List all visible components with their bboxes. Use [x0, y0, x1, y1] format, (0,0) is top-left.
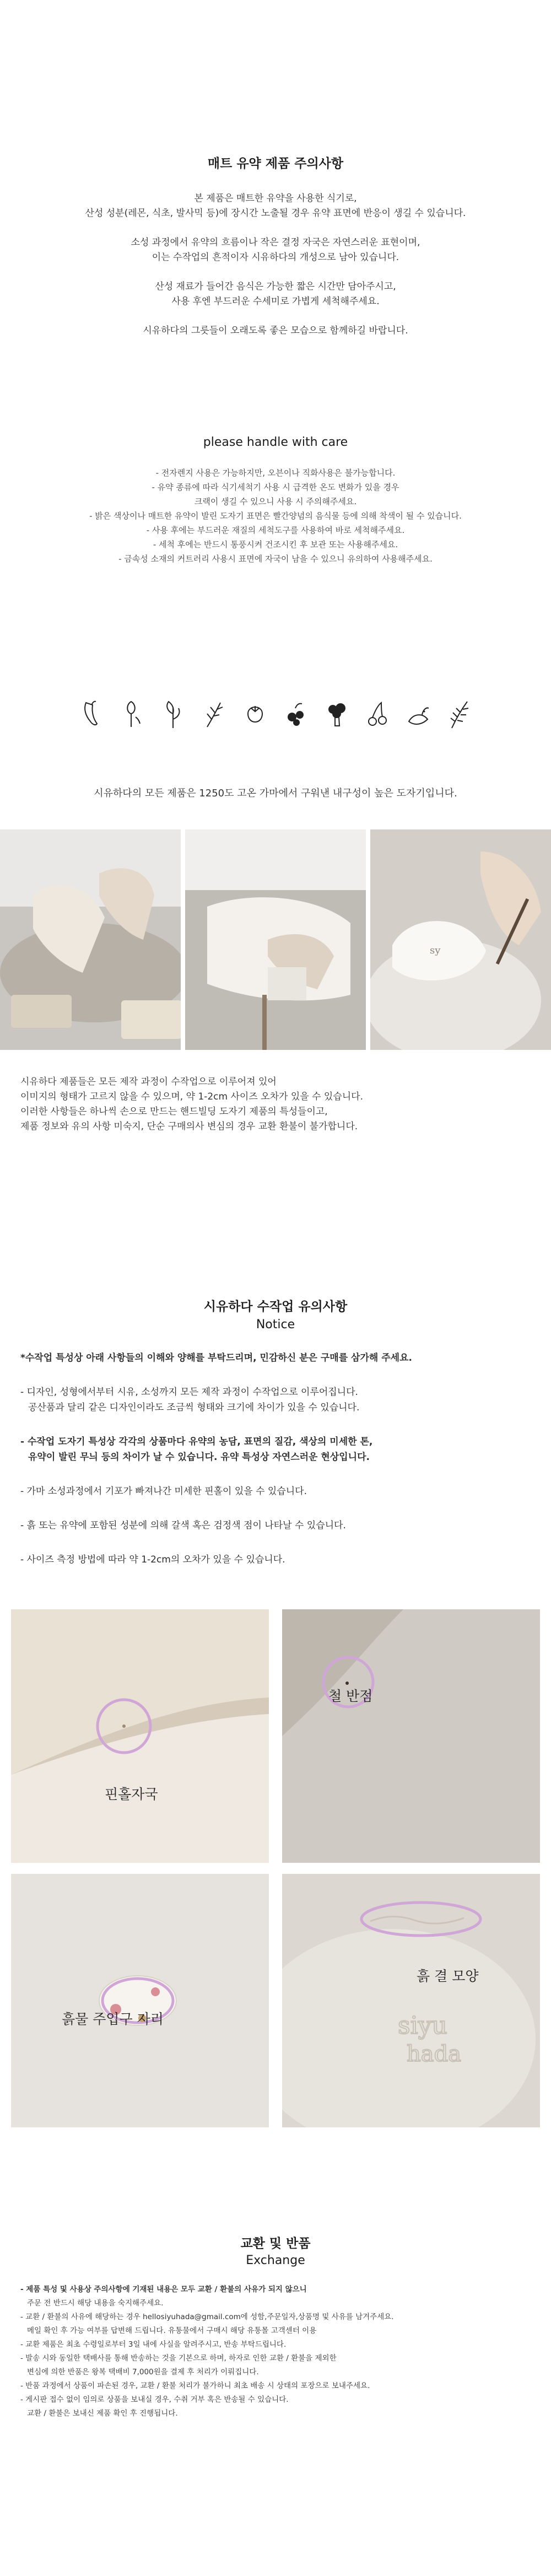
exchange-line: - 교환 / 환불의 사유에 해당하는 경우 hellosiyuhada@gmail.com에 성함,주문일자,상품명 및 사유를 남겨주세요. — [20, 2313, 394, 2321]
svg-text:siyu: siyu — [398, 2012, 447, 2040]
photo-iron-spot — [282, 1609, 540, 1863]
exchange-header — [0, 2233, 551, 2267]
care-title: 매트 유약 제품 주의사항 — [207, 157, 344, 171]
fern-icon — [446, 697, 472, 730]
caption-iron-spot: 철 반점 — [328, 1688, 373, 1704]
care-p4: 시유하다의 그릇들이 오래도록 좋은 모습으로 함께하길 바랍니다. — [143, 325, 408, 336]
handmade-section — [20, 1075, 533, 1134]
handle-line: - 전자렌지 사용은 가능하지만, 오븐이나 직화사용은 불가능합니다. — [155, 468, 396, 478]
handmade-line: 시유하다 제품들은 모든 제작 과정이 수작업으로 이루어져 있어 — [20, 1076, 277, 1087]
photo-signing-plate — [370, 829, 551, 1050]
notice-header — [0, 1296, 551, 1332]
notice-title: 시유하다 수작업 유의사항 — [203, 1300, 348, 1314]
exchange-title: 교환 및 반품 — [240, 2237, 311, 2251]
berries-icon — [283, 697, 309, 730]
photo-cutting-clay — [185, 829, 366, 1050]
handle-title: please handle with care — [203, 435, 348, 449]
notice-b3: - 가마 소성과정에서 기포가 빠져나간 미세한 핀홀이 있을 수 있습니다. — [20, 1486, 307, 1497]
exchange-line: 변심에 의한 반품은 왕복 택배비 7,000원을 결제 후 처리가 이뤄집니다. — [27, 2368, 259, 2376]
process-photos — [0, 829, 551, 1050]
photo-shaping-clay — [0, 829, 181, 1050]
notice-b2-line1: - 수작업 도자기 특성상 각각의 상품마다 유약의 농담, 표면의 질감, 색상의 미세한 톤, — [20, 1436, 373, 1447]
photo-pinhole — [11, 1609, 269, 1863]
photo-clay-grain — [282, 1874, 540, 2127]
caption-clay-inlet: 흙물 주입구 자리 — [62, 2011, 164, 2027]
care-p1-line1: 본 제품은 매트한 유약을 사용한 식기로, — [194, 193, 357, 204]
photo-clay-inlet — [11, 1874, 269, 2127]
exchange-subtitle: Exchange — [246, 2254, 305, 2267]
handle-section — [0, 435, 551, 566]
notice-intro: *수작업 특성상 아래 사항들의 이해와 양해를 부탁드리며, 민감하신 분은 구매를 삼가해 주세요. — [20, 1352, 412, 1364]
notice-subtitle: Notice — [256, 1318, 295, 1332]
notice-b4: - 흙 또는 유약에 포함된 성분에 의해 갈색 혹은 검정색 점이 나타날 수 있습니다. — [20, 1520, 346, 1531]
kiln-caption: 시유하다의 모든 제품은 1250도 고온 가마에서 구워낸 내구성이 높은 도자기입니다. — [94, 788, 457, 799]
chili-pepper-icon — [79, 697, 105, 730]
handle-line: - 사용 후에는 부드러운 재질의 세척도구를 사용하여 바로 세척해주세요. — [146, 525, 405, 535]
caption-clay-grain: 흙 결 모양 — [417, 1968, 479, 1984]
leaf-stem-icon — [161, 697, 186, 730]
bird-icon — [406, 697, 431, 730]
exchange-line: 주문 전 반드시 해당 내용을 숙지해주세요. — [27, 2299, 164, 2308]
exchange-list — [20, 2283, 533, 2421]
care-p3-line2: 사용 후엔 부드러운 수세미로 가볍게 세척해주세요. — [171, 296, 380, 307]
exchange-line: - 교환 제품은 최초 수령일로부터 3일 내에 사실을 알려주시고, 반송 부탁드립니다. — [20, 2340, 287, 2349]
exchange-line: 메일 확인 후 가능 여부를 답변해 드립니다. 유통물에서 구매시 해당 유통몰 고객센터 이용 — [27, 2326, 317, 2335]
svg-text:hada: hada — [407, 2041, 462, 2067]
kiln-section — [0, 786, 551, 801]
broccoli-icon — [324, 697, 349, 730]
exchange-line: 교환 / 환불은 보내신 제품 확인 후 진행됩니다. — [27, 2409, 178, 2418]
tomato-icon — [242, 697, 268, 730]
notice-b1-line1: - 디자인, 성형에서부터 시유, 소성까지 모든 제작 과정이 수작업으로 이루어집니다. — [20, 1387, 358, 1398]
notice-list — [20, 1350, 533, 1567]
exchange-line: - 제품 특성 및 사용상 주의사항에 기재된 내용은 모두 교환 / 환불의 사유가 되지 않으니 — [20, 2285, 307, 2294]
food-icons-row — [0, 697, 551, 730]
exchange-line: - 게시판 접수 없이 임의로 상품을 보내실 경우, 수취 거부 혹은 반송될 수 있습니다. — [20, 2395, 289, 2404]
care-section — [0, 153, 551, 338]
exchange-line: - 반품 과정에서 상품이 파손된 경우, 교환 / 환불 처리가 불가하니 최초 배송 시 상태의 포장으로 보내주세요. — [20, 2381, 370, 2390]
notice-b5: - 사이즈 측정 방법에 따라 약 1-2cm의 오차가 있을 수 있습니다. — [20, 1554, 285, 1565]
handle-line: - 금속성 소재의 커트러리 사용시 표면에 자국이 남을 수 있으니 유의하여 사용해주세요. — [118, 554, 433, 564]
care-p1-line2: 산성 성분(레몬, 식초, 발사믹 등)에 장시간 노출될 경우 유약 표면에 반응이 생길 수 있습니다. — [85, 208, 466, 219]
handle-line: - 유약 종류에 따라 식기세척기 사용 시 급격한 온도 변화가 있을 경우 — [152, 482, 399, 492]
care-p2-line1: 소성 과정에서 유약의 흐름이나 작은 결정 자국은 자연스러운 표현이며, — [131, 237, 420, 248]
caption-pinhole: 핀홀자국 — [105, 1786, 158, 1802]
handmade-line: 이미지의 형태가 고르지 않을 수 있으며, 약 1-2cm 사이즈 오차가 있을 수 있습니다. — [20, 1091, 363, 1102]
care-p3-line1: 산성 재료가 들어간 음식은 가능한 짧은 시간만 담아주시고, — [155, 281, 396, 292]
svg-text:sy: sy — [430, 945, 441, 956]
handle-line: - 세척 후에는 반드시 통풍시켜 건조시킨 후 보관 또는 사용해주세요. — [153, 540, 398, 549]
handle-line: - 밝은 색상이나 매트한 유약이 발린 도자기 표면은 빨간양념의 음식물 등에 의해 착색이 될 수 있습니다. — [89, 511, 462, 521]
handle-line: 크랙이 생길 수 있으니 사용 시 주의해주세요. — [194, 497, 357, 506]
herb-branch-icon — [202, 697, 227, 730]
notice-b2-line2: 유약이 발린 무늬 등의 차이가 날 수 있습니다. 유약 특성상 자연스러운 현상입니다. — [28, 1452, 370, 1463]
handmade-line: 이러한 사항들은 하나씩 손으로 만드는 핸드빌딩 도자기 제품의 특성들이고, — [20, 1106, 328, 1117]
exchange-line: - 발송 시와 동일한 택배사를 통해 반송하는 것을 기본으로 하며, 하자로 인한 교환 / 환불을 제외한 — [20, 2354, 337, 2363]
handmade-line: 제품 정보와 유의 사항 미숙지, 단순 구매의사 변심의 경우 교환 환불이 불가합니다. — [20, 1121, 358, 1132]
care-p2-line2: 이는 수작업의 흔적이자 시유하다의 개성으로 남아 있습니다. — [152, 252, 399, 263]
spoon-sprig-icon — [120, 697, 145, 730]
cherry-icon — [365, 697, 390, 730]
notice-b1-line2: 공산품과 달리 같은 디자인이라도 조금씩 형태와 크기에 차이가 있을 수 있습니다. — [28, 1402, 360, 1413]
